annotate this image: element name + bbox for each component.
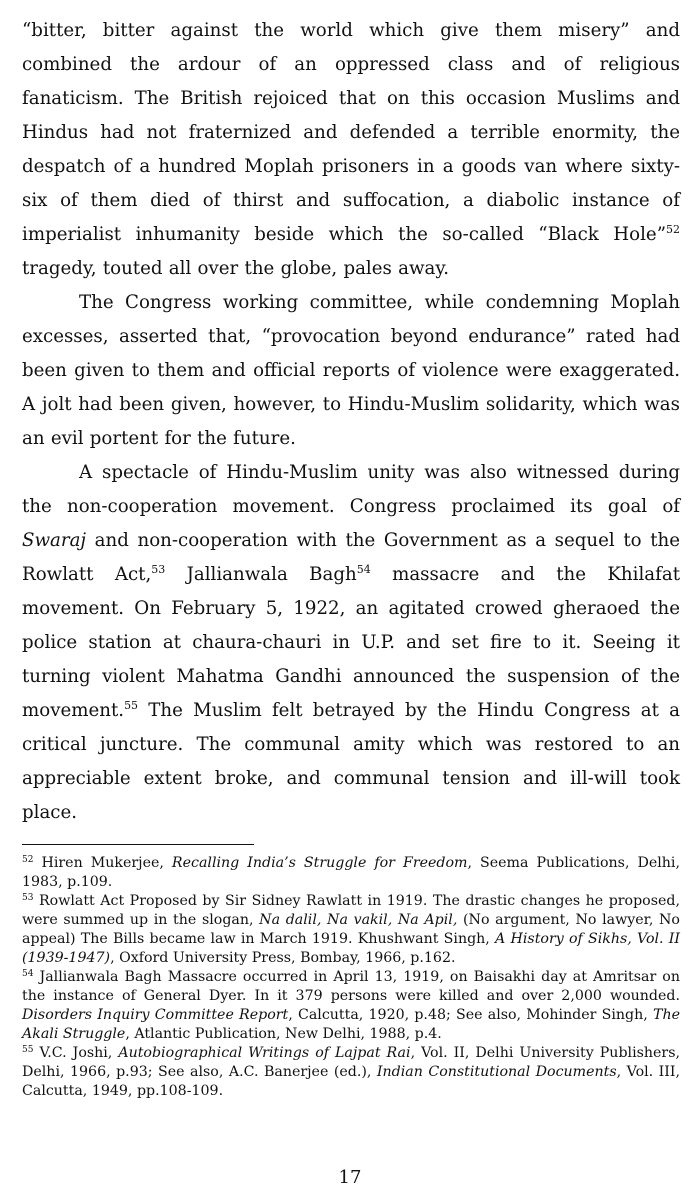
footnote-55: $^{55}$ V.C. Joshi, Autobiographical Writings of Lajpat Rai, Vol. II, Delhi University Publishers, Delhi, 1966, p.93; See also, A.C. Banerjee (ed.), Indian Constitutional Documents, Vol. III, Calcutta, 1949, pp.108-109. [22,1045,680,1099]
footnote-divider [22,844,254,845]
footnote-ref-53[interactable]: 53 [151,563,166,576]
footnote-ref-54[interactable]: 54 [356,563,371,576]
page-number: 17 [338,1167,362,1188]
paragraph-2: The Congress working committee, while condemning Moplah excesses, asserted that, “provocation beyond endurance” rated had been given to them and official reports of violence were exaggerated. A jolt had been given, however, to Hindu-Muslim solidarity, which was an evil portent for the future. [22,292,680,449]
footnote-ref-52[interactable]: 52 [666,223,680,236]
body-text [22,14,680,830]
footnote-ref-55[interactable]: 55 [124,699,139,712]
swaraj-term: Swaraj [22,530,87,551]
footnote-53: $^{53}$ Rowlatt Act Proposed by Sir Sidney Rawlatt in 1919. The drastic changes he proposed, were summed up in the slogan, Na dalil, Na vakil, Na Apil, (No argument, No lawyer, No appeal) The Bills became law in March 1919. Khushwant Singh, A History of Sikhs, Vol. II (1939-1947), Oxford University Press, Bombay, 1966, p.162. [22,893,680,966]
footnote-52: $^{52}$ Hiren Mukerjee, Recalling India’s Struggle for Freedom, Seema Publications, Delhi, 1983, p.109. [22,855,680,890]
footnotes [22,854,680,1101]
paragraph-3: A spectacle of Hindu-Muslim unity was also witnessed during the non-cooperation movement. Congress proclaimed its goal of Swaraj and non-cooperation with the Government as a sequel to the Rowlatt Act,$^{53}$ Jallianwala Bagh$^{54}$ massacre and the Khilafat movement. On February 5, 1922, an agitated crowed gheraoed the police station at chaura-chauri in U.P. and set fire to it. Seeing it turning violent Mahatma Gandhi announced the suspension of the movement.$^{55}$ The Muslim felt betrayed by the Hindu Congress at a critical juncture. The communal amity which was restored to an appreciable extent broke, and communal tension and ill-will took place. [22,462,681,823]
paragraph-1: “bitter, bitter against the world which give them misery” and combined the ardour of an oppressed class and of religious fanaticism. The British rejoiced that on this occasion Muslims and Hindus had not fraternized and defended a terrible enormity, the despatch of a hundred Moplah prisoners in a goods van where sixty-six of them died of thirst and suffocation, a diabolic instance of imperialist inhumanity beside which the so-called “Black Hole”$^{52}$ tragedy, touted all over the globe, pales away. [22,20,680,279]
footnote-54: $^{54}$ Jallianwala Bagh Massacre occurred in April 13, 1919, on Baisakhi day at Amritsar on the instance of General Dyer. In it 379 persons were killed and over 2,000 wounded. Disorders Inquiry Committee Report, Calcutta, 1920, p.48; See also, Mohinder Singh, The Akali Struggle, Atlantic Publication, New Delhi, 1988, p.4. [22,969,680,1042]
